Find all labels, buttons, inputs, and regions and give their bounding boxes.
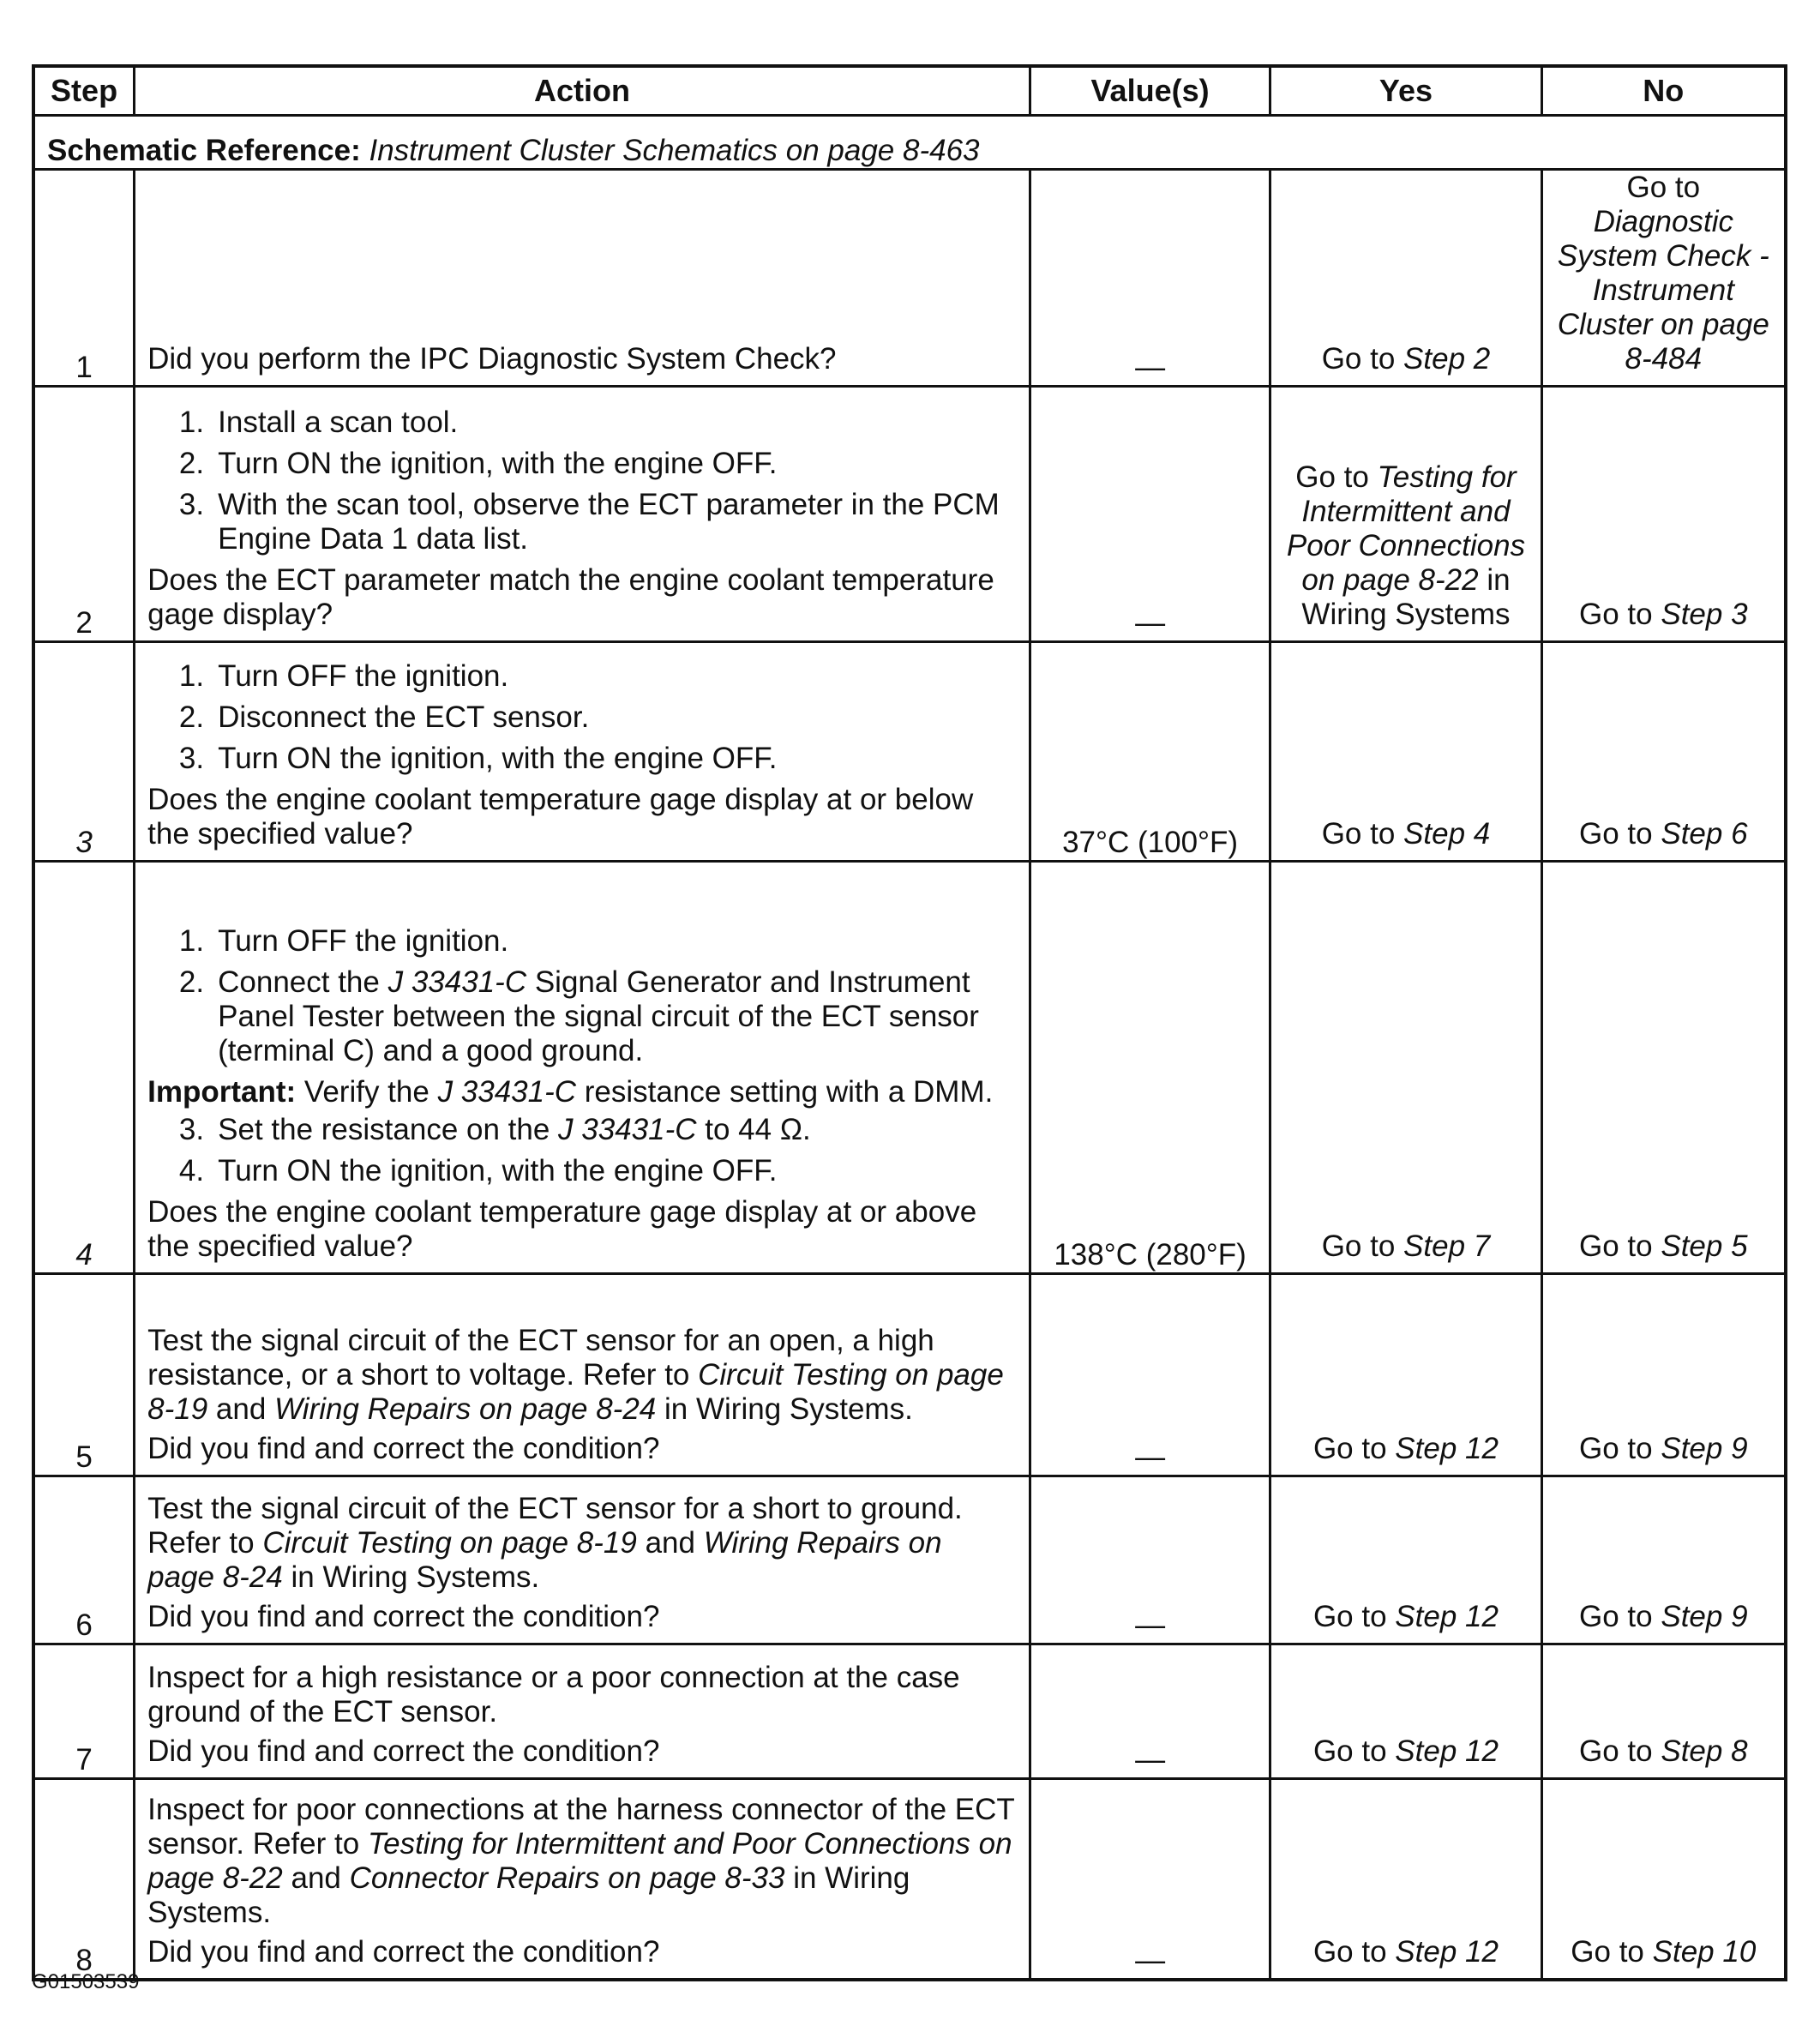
yes-prefix: Go to [1312,1432,1387,1465]
yes-link[interactable]: Step 12 [1395,1432,1499,1465]
reference-link[interactable]: Connector Repairs on page 8-33 [349,1861,785,1895]
step-number: 3 [33,642,135,862]
table-row [33,862,1786,1274]
list-item: 3. With the scan tool, observe the ECT parameter in the PCM Engine Data 1 data list. [178,488,1000,556]
no-link[interactable]: Step 3 [1661,598,1748,631]
action-cell [135,1644,1030,1779]
header-no: No [1541,66,1786,116]
schematic-reference-label: Schematic Reference: [47,134,361,167]
yes-cell [1270,387,1541,642]
header-yes: Yes [1270,66,1541,116]
yes-cell [1270,1476,1541,1644]
header-row [33,66,1786,116]
list-item: 1. Install a scan tool. [178,406,459,439]
schematic-reference-row [33,116,1786,170]
header-action: Action [135,66,1030,116]
action-question: Did you find and correct the condition? [147,1934,660,1969]
list-item: 4. Turn ON the ignition, with the engine OFF. [178,1154,778,1187]
value-cell: 37°C (100°F) [1030,642,1270,862]
action-question: Does the engine coolant temperature gage display at or below the specified value? [147,783,974,851]
table-row [33,1779,1786,1980]
no-prefix: Go to [1626,171,1701,204]
yes-suffix: in Wiring Systems [1301,563,1511,631]
action-question: Did you find and correct the condition? [147,1600,660,1633]
no-prefix: Go to [1579,817,1653,851]
list-item: 1. Turn OFF the ignition. [178,659,509,693]
no-cell [1541,1476,1786,1644]
yes-cell [1270,1274,1541,1476]
important-note: Important: Verify the J 33431-C resistance setting with a DMM. [147,1075,994,1109]
no-cell [1541,170,1786,387]
reference-link[interactable]: Circuit Testing on page 8-19 [262,1526,637,1560]
schematic-reference-link[interactable]: Instrument Cluster Schematics on page 8-463 [369,134,980,167]
value-cell: — [1030,1644,1270,1779]
action-question: Does the engine coolant temperature gage display at or above the specified value? [147,1195,977,1263]
no-link[interactable]: Step 9 [1661,1432,1748,1465]
reference-link[interactable]: Wiring Repairs on page 8-24 [147,1526,942,1594]
action-text: Inspect for a high resistance or a poor connection at the case ground of the ECT sensor. [147,1661,960,1728]
action-cell [135,642,1030,862]
value-cell: — [1030,170,1270,387]
yes-link[interactable]: Step 12 [1395,1734,1499,1768]
step-number: 2 [33,387,135,642]
no-cell [1541,1644,1786,1779]
table-row [33,1274,1786,1476]
no-link[interactable]: Step 5 [1661,1229,1748,1263]
no-prefix: Go to [1579,1229,1653,1263]
step-number: 1 [33,170,135,387]
no-prefix: Go to [1579,1432,1653,1465]
yes-link[interactable]: Step 4 [1403,817,1491,851]
yes-link[interactable]: Step 12 [1395,1934,1499,1969]
yes-cell [1270,1644,1541,1779]
yes-prefix: Go to [1321,817,1396,851]
value-cell: — [1030,387,1270,642]
action-question: Did you perform the IPC Diagnostic System Check? [147,342,837,376]
no-prefix: Go to [1579,598,1653,631]
header-values: Value(s) [1030,66,1270,116]
list-item: 2. Disconnect the ECT sensor. [178,700,590,734]
action-text: Test the signal circuit of the ECT sensor for an open, a high resistance, or a short to voltage. Refer to Circuit Testing on page 8-19 and Wiring Repairs on page 8-24 in Wiring Systems. [147,1324,1004,1426]
yes-link[interactable]: Step 7 [1403,1229,1491,1263]
header-step: Step [33,66,135,116]
no-link[interactable]: Step 10 [1652,1934,1757,1969]
action-question: Did you find and correct the condition? [147,1432,660,1465]
value-cell: — [1030,1274,1270,1476]
no-cell [1541,642,1786,862]
no-prefix: Go to [1579,1734,1653,1768]
yes-link[interactable]: Testing for Intermittent and Poor Connections on page 8-22 [1286,460,1526,597]
step-number: 7 [33,1644,135,1779]
no-cell [1541,387,1786,642]
step-number: 4 [33,862,135,1274]
action-text: Inspect for poor connections at the harness connector of the ECT sensor. Refer to Testing for Intermittent and Poor Connections on page 8-22 and Connector Repairs on page 8-33 in Wiring Systems. [147,1792,1015,1929]
action-question: Did you find and correct the condition? [147,1734,660,1768]
list-item: 2. Turn ON the ignition, with the engine OFF. [178,447,778,480]
value-cell: — [1030,1779,1270,1980]
action-question: Does the ECT parameter match the engine coolant temperature gage display? [147,563,994,631]
yes-cell [1270,642,1541,862]
yes-prefix: Go to [1312,1734,1387,1768]
reference-link[interactable]: Wiring Repairs on page 8-24 [274,1392,657,1426]
no-prefix: Go to [1579,1600,1653,1633]
table-row [33,1644,1786,1779]
action-cell [135,387,1030,642]
action-cell [135,862,1030,1274]
reference-link[interactable]: Testing for Intermittent and Poor Connections on page 8-22 [147,1826,1012,1895]
table-row [33,387,1786,642]
yes-prefix: Go to [1312,1934,1387,1969]
step-number: 5 [33,1274,135,1476]
schematic-reference [33,116,1786,170]
no-link[interactable]: Step 8 [1661,1734,1748,1768]
no-cell [1541,862,1786,1274]
tool-reference: J 33431-C [387,965,527,999]
yes-cell [1270,862,1541,1274]
value-cell: — [1030,1476,1270,1644]
figure-id: G01503539 [32,1970,140,1993]
no-link[interactable]: Diagnostic System Check - Instrument Cluster on page 8-484 [1557,205,1769,376]
yes-link[interactable]: Step 12 [1395,1600,1499,1633]
table-row [33,170,1786,387]
diagnostic-table [32,64,1787,1981]
table-row [33,642,1786,862]
list-item: 3. Turn ON the ignition, with the engine OFF. [178,742,778,775]
yes-cell [1270,170,1541,387]
yes-cell [1270,1779,1541,1980]
tool-reference: J 33431-C [558,1113,697,1146]
step-number: 6 [33,1476,135,1644]
no-cell [1541,1274,1786,1476]
yes-link[interactable]: Step 2 [1403,342,1491,376]
reference-link[interactable]: Circuit Testing on page 8-19 [147,1358,1004,1426]
action-text: Test the signal circuit of the ECT sensor for a short to ground. Refer to Circuit Testing on page 8-19 and Wiring Repairs on page 8-24 in Wiring Systems. [147,1492,963,1594]
yes-prefix: Go to [1321,1229,1396,1263]
list-item: 1. Turn OFF the ignition. [178,924,509,958]
list-item: 2. Connect the J 33431-C Signal Generator and Instrument Panel Tester between the signal circuit of the ECT sensor (terminal C) and a good ground. [178,965,979,1067]
action-cell [135,170,1030,387]
table-row [33,1476,1786,1644]
yes-prefix: Go to [1312,1600,1387,1633]
action-cell [135,1476,1030,1644]
list-item: 3. Set the resistance on the J 33431-C to 44 Ω. [178,1113,811,1146]
no-prefix: Go to [1571,1934,1644,1969]
action-cell [135,1274,1030,1476]
no-cell [1541,1779,1786,1980]
no-link[interactable]: Step 6 [1661,817,1748,851]
no-link[interactable]: Step 9 [1661,1600,1748,1633]
tool-reference: J 33431-C [437,1075,577,1109]
value-cell: 138°C (280°F) [1030,862,1270,1274]
step-number: 8 [33,1779,135,1980]
yes-prefix: Go to [1295,460,1369,494]
yes-prefix: Go to [1321,342,1396,376]
action-cell [135,1779,1030,1980]
